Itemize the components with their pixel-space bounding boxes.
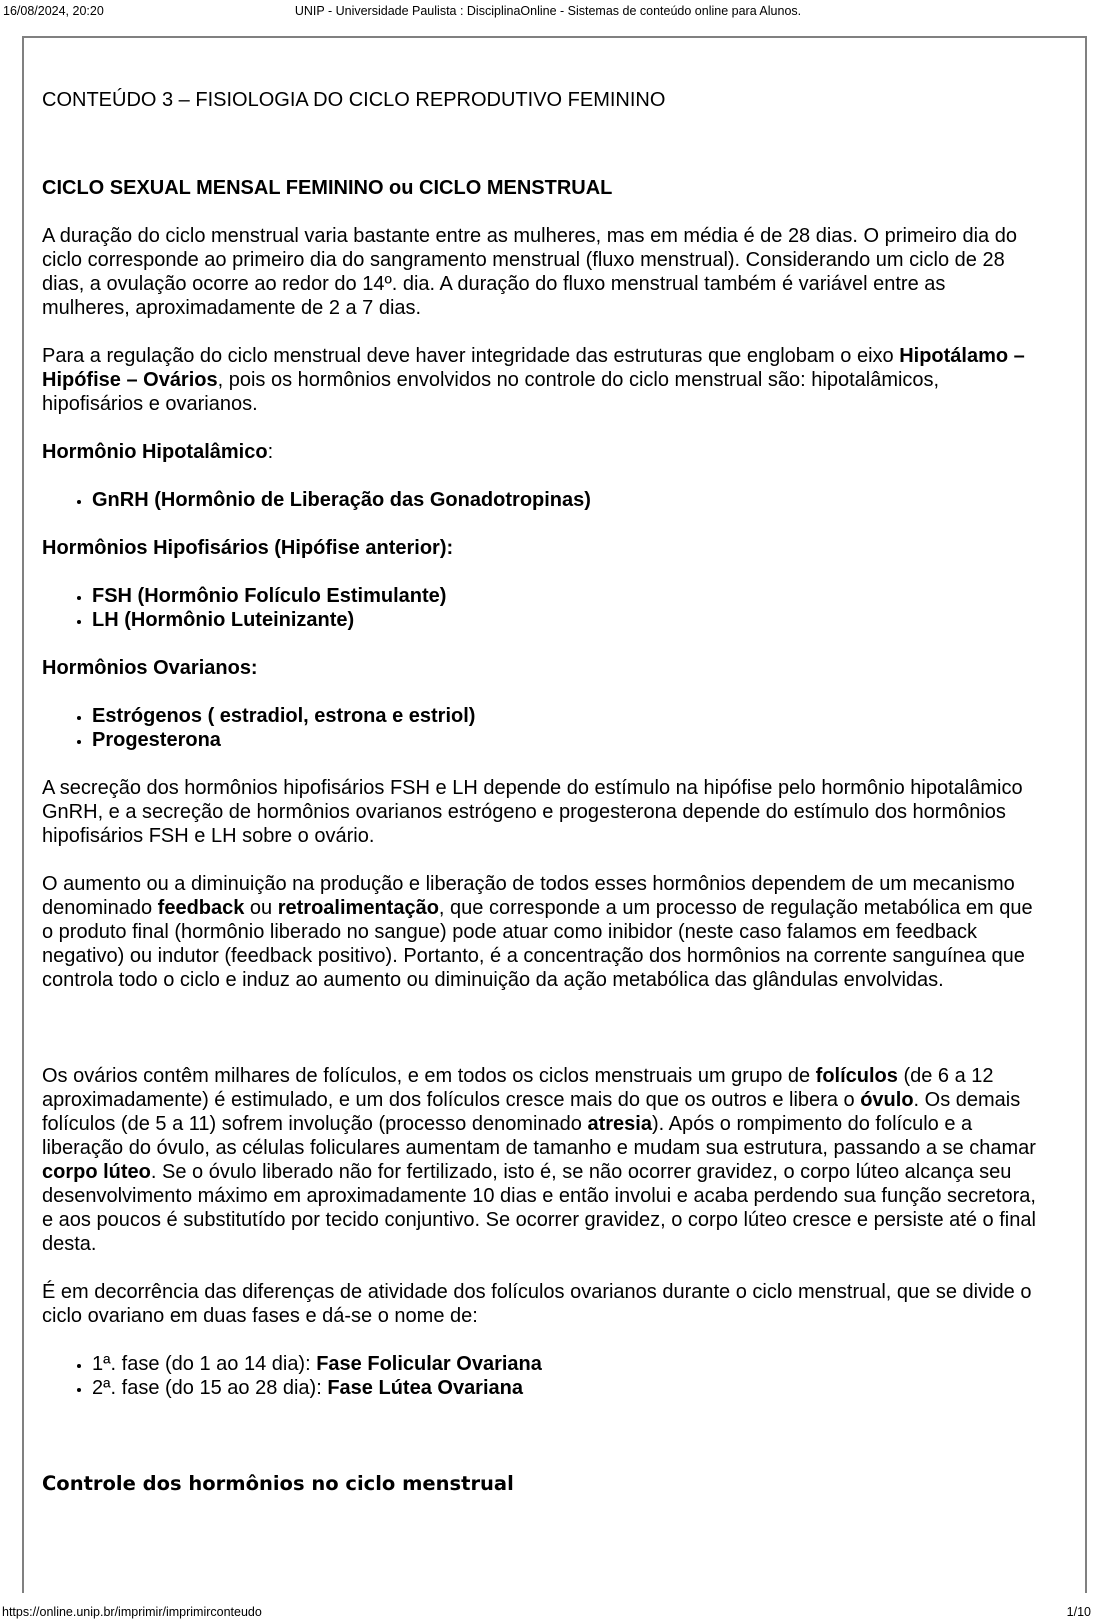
text-run: : xyxy=(267,441,274,463)
doc-title xyxy=(42,88,1037,112)
doc-list-item xyxy=(92,728,1037,752)
doc-list xyxy=(42,704,1037,752)
bold-text-run: óvulo xyxy=(860,1089,914,1111)
bold-text-run: Hormônios Ovarianos: xyxy=(42,657,258,679)
doc-list-item xyxy=(92,488,1037,512)
doc-list xyxy=(42,488,1037,512)
print-footer xyxy=(0,1604,1096,1620)
doc-list xyxy=(42,1352,1037,1400)
doc-list-item xyxy=(92,704,1037,728)
text-run: Os ovários contêm milhares de folículos, e em todos os ciclos menstruais um grupo de xyxy=(42,1065,816,1087)
bold-text-run: CICLO SEXUAL MENSAL FEMININO ou CICLO MENSTRUAL xyxy=(42,177,613,199)
doc-p xyxy=(42,1280,1037,1328)
doc-heading2 xyxy=(42,1472,1037,1496)
text-run: . Se o óvulo liberado não for fertilizado, isto é, se não ocorrer gravidez, o corpo lúteo alcança seu desenvolvimento máximo em aproximadamente 10 dias e então involui e acaba perdendo sua função secretora, e aos poucos é substitutído por tecido conjuntivo. Se ocorrer gravidez, o corpo lúteo cresce e persiste até o final desta. xyxy=(42,1161,1036,1255)
print-source-url: https://online.unip.br/imprimir/imprimirconteudo xyxy=(2,1605,262,1619)
bold-text-run: Hormônio Hipotalâmico xyxy=(42,441,268,463)
bold-text-run: Progesterona xyxy=(92,729,221,751)
bold-text-run: Controle dos hormônios no ciclo menstrual xyxy=(42,1472,514,1495)
content-box xyxy=(22,36,1087,1593)
text-run: ou xyxy=(244,897,278,919)
print-datetime: 16/08/2024, 20:20 xyxy=(3,4,104,18)
bold-text-run: FSH (Hormônio Folículo Estimulante) xyxy=(92,585,447,607)
bold-text-run: feedback xyxy=(157,897,245,919)
doc-p xyxy=(42,440,1037,464)
text-run: 2ª. fase (do 15 ao 28 dia): xyxy=(92,1377,328,1399)
text-run: , pois os hormônios envolvidos no controle do ciclo menstrual são: hipotalâmicos, hipofisários e ovarianos. xyxy=(42,369,940,415)
text-run: CONTEÚDO 3 – FISIOLOGIA DO CICLO REPRODUTIVO FEMININO xyxy=(42,89,666,111)
bold-text-run: atresia xyxy=(587,1113,652,1135)
doc-p xyxy=(42,656,1037,680)
text-run: (de 6 a 12 aproximadamente) é estimulado, e um dos folículos cresce mais do que os outros e libera o xyxy=(42,1065,994,1111)
doc-list-item xyxy=(92,584,1037,608)
bold-text-run: GnRH (Hormônio de Liberação das Gonadotropinas) xyxy=(92,489,591,511)
doc-list-item xyxy=(92,1352,1037,1376)
bold-text-run: Fase Folicular Ovariana xyxy=(316,1353,542,1375)
doc-list xyxy=(42,584,1037,632)
text-run: O aumento ou a diminuição na produção e liberação de todos esses hormônios dependem de um mecanismo denominado xyxy=(42,873,1015,919)
doc-p xyxy=(42,776,1037,848)
doc-heading xyxy=(42,176,1037,200)
doc-p xyxy=(42,1064,1037,1256)
document-content xyxy=(24,38,1085,1496)
bold-text-run: retroalimentação xyxy=(277,897,439,919)
bold-text-run: Hipotálamo – Hipófise – Ovários xyxy=(42,345,1025,391)
bold-text-run: Hormônios Hipofisários (Hipófise anterior): xyxy=(42,537,454,559)
print-header xyxy=(0,3,1096,23)
bold-text-run: folículos xyxy=(815,1065,898,1087)
doc-p xyxy=(42,536,1037,560)
doc-list-item xyxy=(92,1376,1037,1400)
text-run: , que corresponde a um processo de regulação metabólica em que o produto final (hormônio liberado no sangue) pode atuar como inibidor (neste caso falamos em feedback negativo) ou indutor (feedback positivo). Portanto, é a concentração dos hormônios na corrente sanguínea que controla todo o ciclo e induz ao aumento ou diminuição da ação metabólica das glândulas envolvidas. xyxy=(42,897,1033,991)
text-run: A secreção dos hormônios hipofisários FSH e LH depende do estímulo na hipófise pelo hormônio hipotalâmico GnRH, e a secreção de hormônios ovarianos estrógeno e progesterona depende do estímulo dos hormônios hipofisários FSH e LH sobre o ovário. xyxy=(42,777,1023,847)
doc-p xyxy=(42,344,1037,416)
bold-text-run: Estrógenos ( estradiol, estrona e estriol) xyxy=(92,705,476,727)
page-indicator: 1/10 xyxy=(1066,1605,1091,1619)
print-page-title: UNIP - Universidade Paulista : DisciplinaOnline - Sistemas de conteúdo online para Alunos. xyxy=(294,4,802,18)
doc-list-item xyxy=(92,608,1037,632)
text-run: . Os demais folículos (de 5 a 11) sofrem involução (processo denominado xyxy=(42,1089,1021,1135)
text-run: Para a regulação do ciclo menstrual deve haver integridade das estruturas que englobam o eixo xyxy=(42,345,900,367)
doc-p xyxy=(42,224,1037,320)
text-run: 1ª. fase (do 1 ao 14 dia): xyxy=(92,1353,317,1375)
text-run: É em decorrência das diferenças de atividade dos folículos ovarianos durante o ciclo menstrual, que se divide o ciclo ovariano em duas fases e dá-se o nome de: xyxy=(42,1281,1032,1327)
spacer xyxy=(42,1424,1037,1448)
spacer xyxy=(42,1016,1037,1040)
doc-p xyxy=(42,872,1037,992)
bold-text-run: corpo lúteo xyxy=(42,1161,151,1183)
text-run: A duração do ciclo menstrual varia bastante entre as mulheres, mas em média é de 28 dias. O primeiro dia do ciclo corresponde ao primeiro dia do sangramento menstrual (fluxo menstrual). Considerando um ciclo de 28 dias, a ovulação ocorre ao redor do 14º. dia. A duração do fluxo menstrual também é variável entre as mulheres, aproximadamente de 2 a 7 dias. xyxy=(42,225,1017,319)
bold-text-run: Fase Lútea Ovariana xyxy=(327,1377,523,1399)
text-run: ). Após o rompimento do folículo e a liberação do óvulo, as células foliculares aumentam de tamanho e mudam sua estrutura, passando a se chamar xyxy=(42,1113,1036,1159)
bold-text-run: LH (Hormônio Luteinizante) xyxy=(92,609,355,631)
